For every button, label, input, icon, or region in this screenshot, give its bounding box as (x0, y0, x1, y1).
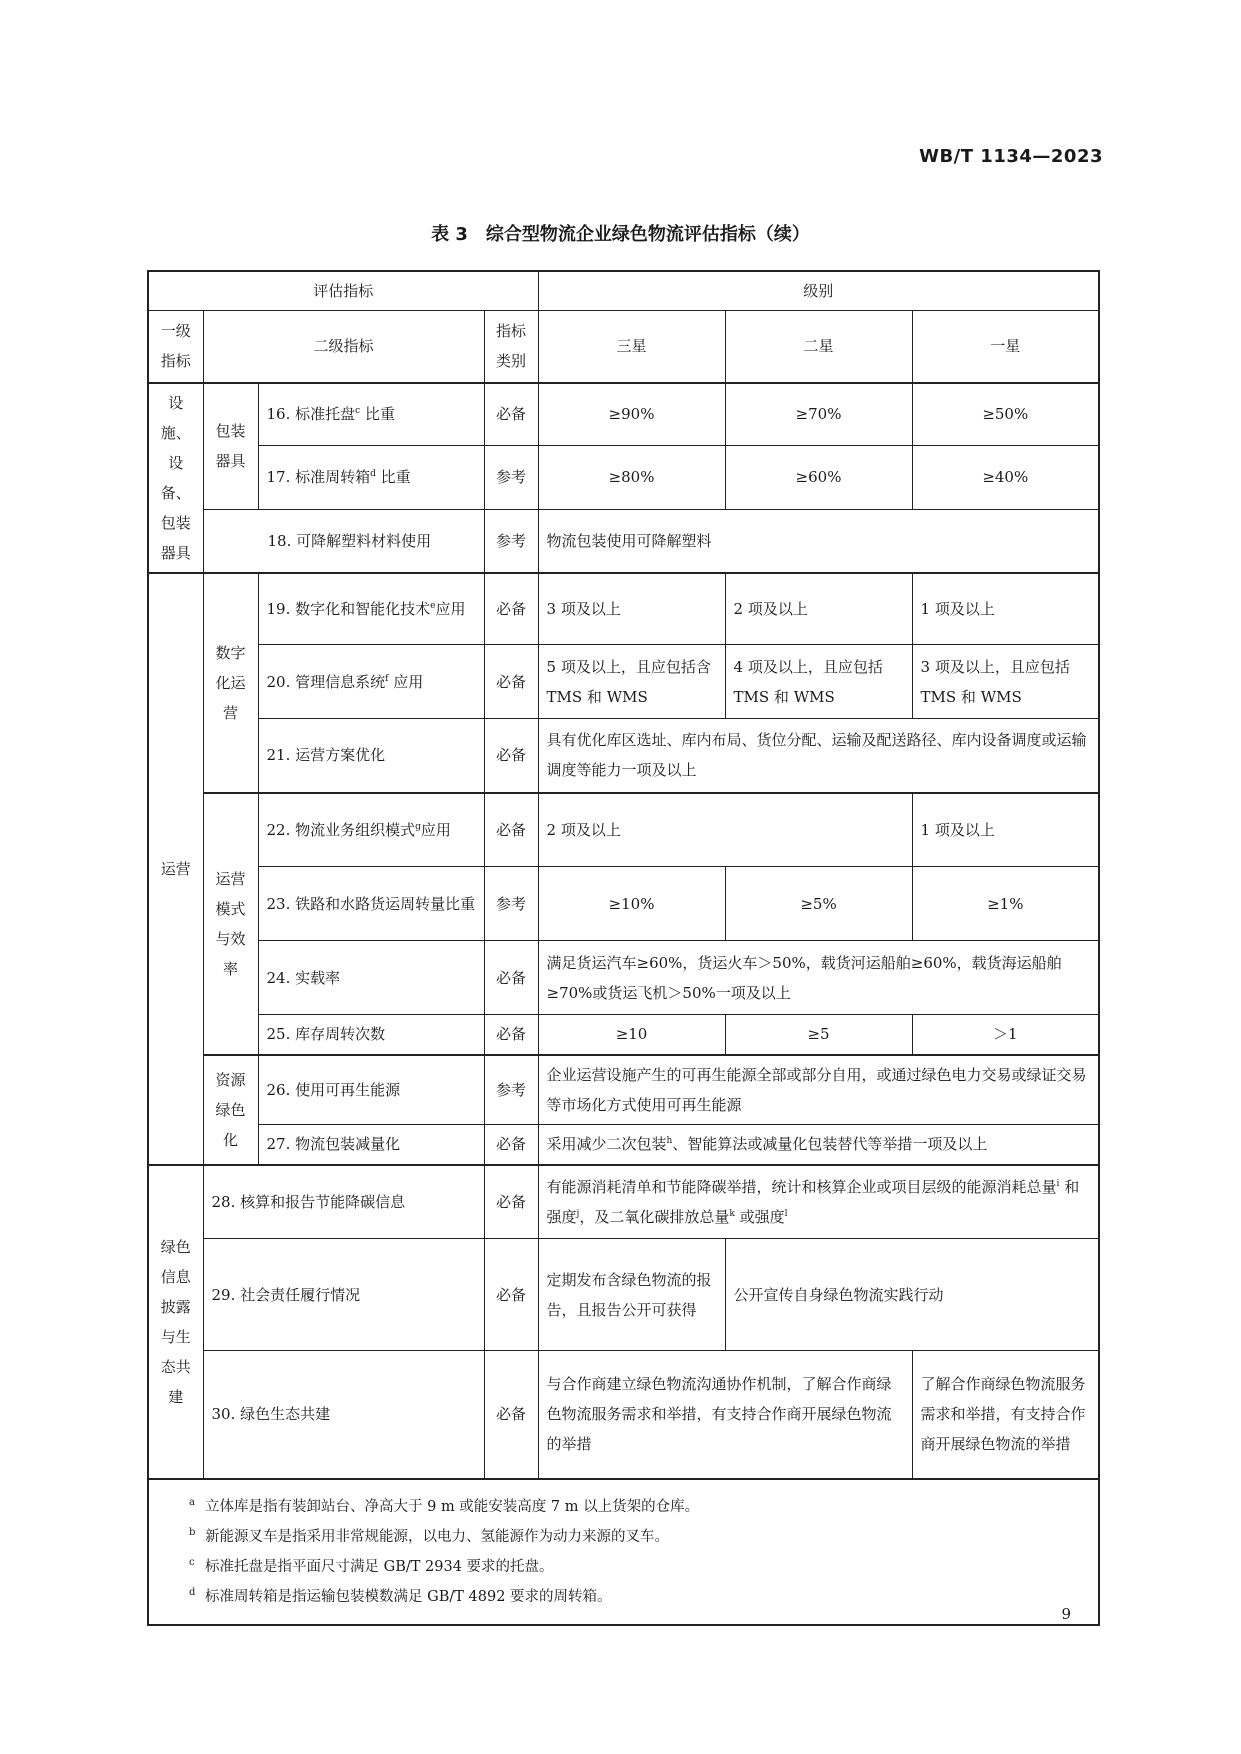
indicator-type: 参考 (484, 1055, 538, 1125)
header-star1: 一星 (912, 311, 1099, 383)
level-one-star: ≥1% (912, 867, 1099, 941)
indicator-name: 18. 可降解塑料材料使用 (203, 509, 484, 572)
level-two-star: ≥70% (725, 383, 912, 446)
indicator-type: 必备 (484, 1125, 538, 1165)
header-level: 级别 (538, 271, 1099, 311)
indicator-type: 必备 (484, 1165, 538, 1239)
level-one-star: 3 项及以上，且应包括 TMS 和 WMS (912, 645, 1099, 719)
indicator-type: 必备 (484, 1351, 538, 1479)
header-eval: 评估指标 (148, 271, 538, 311)
level-one-star: ＞1 (912, 1015, 1099, 1055)
level-two-star: ≥60% (725, 446, 912, 509)
indicator-name: 26. 使用可再生能源 (258, 1055, 484, 1125)
level-three-star: ≥80% (538, 446, 725, 509)
indicator-name: 19. 数字化和智能化技术$^e$应用 (258, 573, 484, 645)
footnotes (148, 1479, 1099, 1625)
indicator-name: 16. 标准托盘$^c$ 比重 (258, 383, 484, 446)
level-three-star: 定期发布含绿色物流的报告，且报告公开可获得 (538, 1239, 725, 1351)
group-digital: 数字化运营 (203, 573, 258, 793)
indicator-name: 24. 实载率 (258, 941, 484, 1015)
evaluation-table (147, 270, 1100, 1626)
level-one-star: 了解合作商绿色物流服务需求和举措，有支持合作商开展绿色物流的举措 (912, 1351, 1099, 1479)
header-star3: 三星 (538, 311, 725, 383)
indicator-name: 30. 绿色生态共建 (203, 1351, 484, 1479)
footnote-item: b 新能源叉车是指采用非常规能源，以电力、氢能源作为动力来源的叉车。 (189, 1526, 669, 1545)
level-all: 满足货运汽车≥60%，货运火车＞50%，载货河运船舶≥60%，载货海运船舶≥70%或货运飞机＞50%一项及以上 (538, 941, 1099, 1015)
level-two-star: 2 项及以上 (725, 573, 912, 645)
level-two-one-star: 公开宣传自身绿色物流实践行动 (725, 1239, 1099, 1351)
page-number: 9 (1061, 1605, 1071, 1623)
level-all: 物流包装使用可降解塑料 (538, 509, 1099, 572)
group-facility: 设施、设备、包装器具 (148, 383, 203, 573)
header-star2: 二星 (725, 311, 912, 383)
level-three-star: 3 项及以上 (538, 573, 725, 645)
level-three-star: ≥90% (538, 383, 725, 446)
level-three-star: 5 项及以上，且应包括含 TMS 和 WMS (538, 645, 725, 719)
indicator-type: 必备 (484, 1015, 538, 1055)
indicator-type: 必备 (484, 645, 538, 719)
header-l1: 一级指标 (148, 311, 203, 383)
level-one-star: ≥50% (912, 383, 1099, 446)
level-one-star: ≥40% (912, 446, 1099, 509)
indicator-name: 29. 社会责任履行情况 (203, 1239, 484, 1351)
header-l2: 二级指标 (203, 311, 484, 383)
level-all: 采用减少二次包装$^h$、智能算法或减量化包装替代等举措一项及以上 (538, 1125, 1099, 1165)
footnote-item: a 立体库是指有装卸站台、净高大于 9 m 或能安装高度 7 m 以上货架的仓库。 (189, 1496, 700, 1515)
indicator-type: 必备 (484, 719, 538, 793)
indicator-name: 20. 管理信息系统$^f$ 应用 (258, 645, 484, 719)
indicator-type: 必备 (484, 1239, 538, 1351)
group-packaging: 包装器具 (203, 383, 258, 510)
level-all: 企业运营设施产生的可再生能源全部或部分自用，或通过绿色电力交易或绿证交易等市场化方式使用可再生能源 (538, 1055, 1099, 1125)
indicator-name: 23. 铁路和水路货运周转量比重 (258, 867, 484, 941)
group-mode: 运营模式与效率 (203, 793, 258, 1055)
indicator-name: 17. 标准周转箱$^d$ 比重 (258, 446, 484, 509)
indicator-type: 必备 (484, 793, 538, 867)
header-type: 指标类别 (484, 311, 538, 383)
level-three-star: ≥10 (538, 1015, 725, 1055)
indicator-type: 参考 (484, 867, 538, 941)
footnote-item: d 标准周转箱是指运输包装模数满足 GB/T 4892 要求的周转箱。 (189, 1586, 612, 1605)
document-code: WB/T 1134—2023 (919, 146, 1103, 167)
indicator-type: 参考 (484, 446, 538, 509)
group-resource: 资源绿色化 (203, 1055, 258, 1165)
level-one-star: 1 项及以上 (912, 573, 1099, 645)
level-two-star: ≥5% (725, 867, 912, 941)
group-green-info: 绿色信息披露与生态共建 (148, 1165, 203, 1479)
level-two-star: 4 项及以上，且应包括 TMS 和 WMS (725, 645, 912, 719)
level-all: 有能源消耗清单和节能降碳举措，统计和核算企业或项目层级的能源消耗总量$^i$ 和强度$^j$，及二氧化碳排放总量$^k$ 或强度$^l$ (538, 1165, 1099, 1239)
level-all: 具有优化库区选址、库内布局、货位分配、运输及配送路径、库内设备调度或运输调度等能力一项及以上 (538, 719, 1099, 793)
indicator-name: 25. 库存周转次数 (258, 1015, 484, 1055)
footnote-item: c 标准托盘是指平面尺寸满足 GB/T 2934 要求的托盘。 (189, 1556, 554, 1575)
indicator-name: 27. 物流包装减量化 (258, 1125, 484, 1165)
indicator-type: 必备 (484, 573, 538, 645)
level-three-star: ≥10% (538, 867, 725, 941)
indicator-type: 必备 (484, 941, 538, 1015)
indicator-name: 28. 核算和报告节能降碳信息 (203, 1165, 484, 1239)
level-three-two-star: 与合作商建立绿色物流沟通协作机制，了解合作商绿色物流服务需求和举措，有支持合作商开展绿色物流的举措 (538, 1351, 912, 1479)
table-title: 表 3 综合型物流企业绿色物流评估指标（续） (431, 224, 810, 245)
indicator-type: 参考 (484, 509, 538, 572)
indicator-name: 21. 运营方案优化 (258, 719, 484, 793)
level-three-two-star: 2 项及以上 (538, 793, 912, 867)
indicator-type: 必备 (484, 383, 538, 446)
group-operation: 运营 (148, 573, 203, 1165)
level-one-star: 1 项及以上 (912, 793, 1099, 867)
level-two-star: ≥5 (725, 1015, 912, 1055)
indicator-name: 22. 物流业务组织模式$^g$应用 (258, 793, 484, 867)
